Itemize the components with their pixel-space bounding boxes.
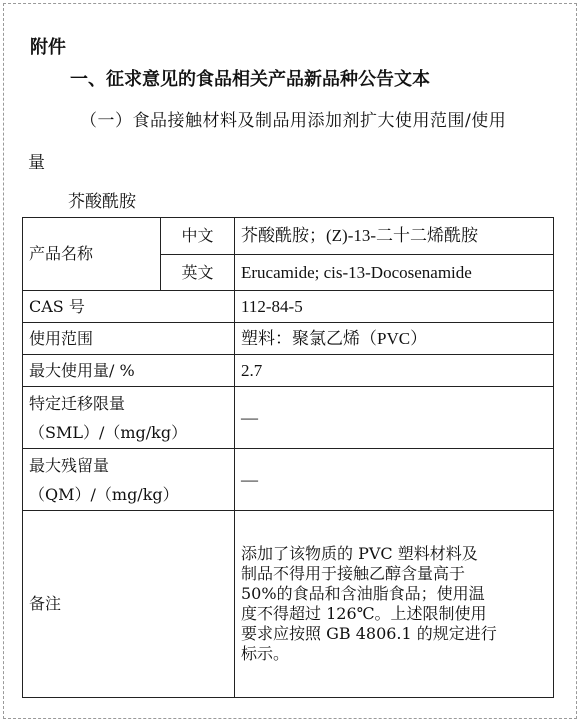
remarks-label: 备注: [23, 511, 235, 698]
attachment-label: 附件: [30, 37, 66, 58]
qm-label-line2: （QM）/（mg/kg）: [29, 484, 179, 504]
table-row: [23, 291, 554, 323]
sml-value: —: [235, 387, 554, 449]
remarks-line: 标示。: [241, 644, 290, 663]
table-row: [23, 323, 554, 355]
english-name-label: 英文: [161, 255, 235, 291]
specification-table: [22, 217, 554, 698]
table-row: [23, 511, 554, 698]
qm-label: [23, 449, 235, 511]
english-name-value: Erucamide; cis-13-Docosenamide: [235, 255, 554, 291]
sml-label-line2: （SML）/（mg/kg）: [29, 422, 188, 442]
remarks-line: 制品不得用于接触乙醇含量高于: [241, 564, 466, 583]
chinese-name-value: 芥酸酰胺；(Z)-13-二十二烯酰胺: [235, 218, 554, 255]
scope-label: 使用范围: [23, 323, 235, 355]
table-row: [23, 355, 554, 387]
cas-value: 112-84-5: [235, 291, 554, 323]
remarks-value: [235, 511, 554, 698]
cas-label: CAS 号: [23, 291, 235, 323]
qm-label-line1: 最大残留量: [29, 455, 110, 475]
chinese-name-label: 中文: [161, 218, 235, 255]
sml-label: [23, 387, 235, 449]
document-title: 一、征求意见的食品相关产品新品种公告文本: [70, 69, 430, 90]
max-use-value: 2.7: [235, 355, 554, 387]
remarks-line: 度不得超过 126℃。上述限制使用: [241, 604, 487, 623]
qm-value: —: [235, 449, 554, 511]
remarks-line: 50%的食品和含油脂食品；使用温: [241, 584, 485, 603]
section-subtitle-continued: 量: [28, 153, 45, 173]
remarks-line: 添加了该物质的 PVC 塑料材料及: [241, 544, 478, 563]
table-row: [23, 218, 554, 255]
remarks-line: 要求应按照 GB 4806.1 的规定进行: [241, 624, 497, 643]
table-row: [23, 387, 554, 449]
max-use-label: 最大使用量/ %: [23, 355, 235, 387]
substance-name: 芥酸酰胺: [68, 192, 136, 212]
section-subtitle: （一）食品接触材料及制品用添加剂扩大使用范围/使用: [80, 111, 507, 131]
sml-label-line1: 特定迁移限量: [29, 393, 126, 413]
product-name-label: 产品名称: [23, 218, 161, 291]
scope-value: 塑料：聚氯乙烯（PVC）: [235, 323, 554, 355]
table-row: [23, 449, 554, 511]
